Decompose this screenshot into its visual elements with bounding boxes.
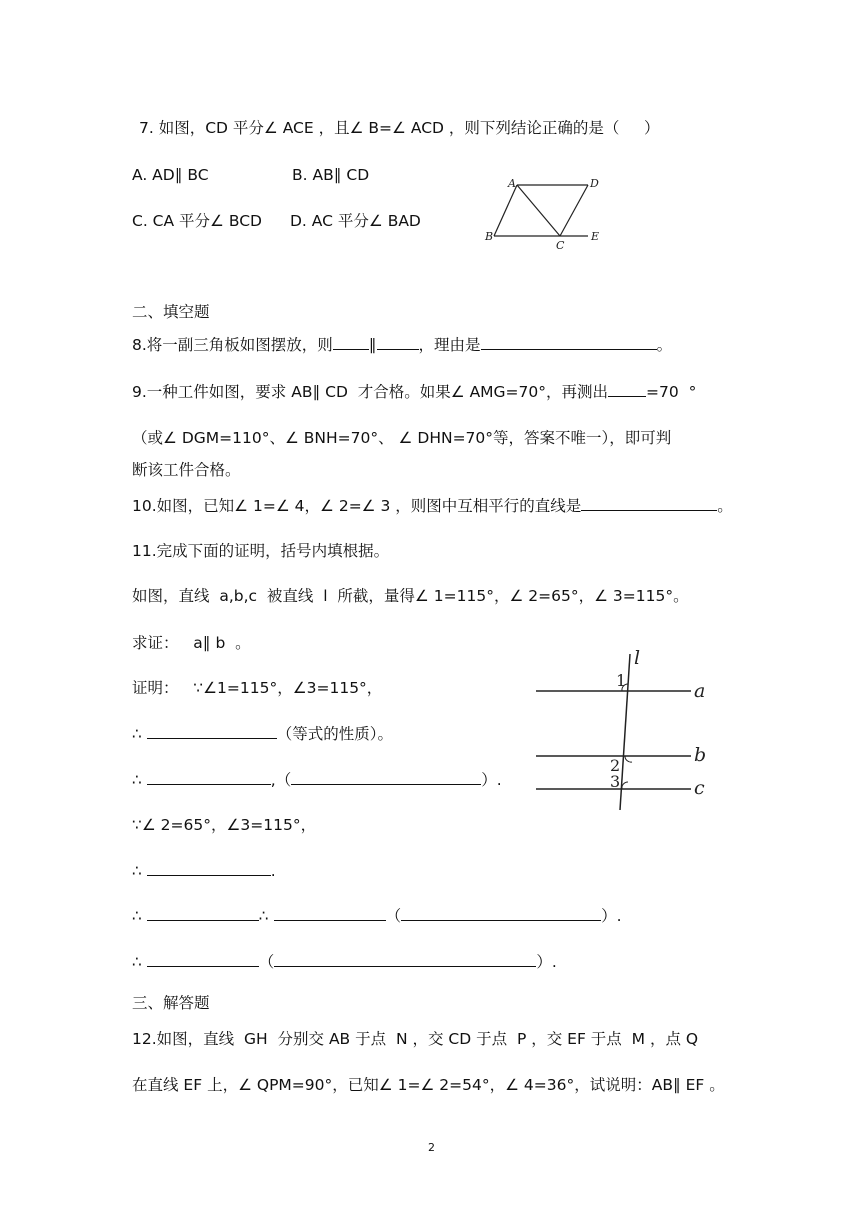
q11-label-2: 2 — [610, 756, 621, 775]
q10-blank[interactable] — [581, 496, 717, 511]
q11-title: 11.完成下面的证明，括号内填根据。 — [132, 542, 390, 560]
q11-step-3: ∵∠ 2=65°，∠3=115°， — [132, 816, 317, 834]
q11-proof-start: 证明： ∵∠1=115°，∠3=115°， — [132, 679, 383, 697]
q8-line — [132, 335, 672, 355]
q8-blank-2[interactable] — [377, 335, 419, 350]
q11-step-4-blank[interactable] — [147, 861, 271, 876]
q7-label-e: E — [591, 230, 600, 243]
q11-label-b: b — [694, 744, 707, 766]
q9-line-2: （或∠ DGM=110°、∠ BNH=70°、 ∠ DHN=70°等，答案不唯一），即可判 — [132, 429, 672, 447]
q7-option-b: B. AB∥ CD — [292, 166, 370, 184]
q11-step-2 — [132, 770, 502, 790]
q11-label-3: 3 — [610, 772, 621, 791]
q11-step-4 — [132, 861, 276, 881]
q10-text-1: 10.如图，已知∠ 1=∠ 4，∠ 2=∠ 3 ，则图中互相平行的直线是 — [132, 497, 582, 515]
section-heading-fill-blank: 二、填空题 — [132, 303, 210, 321]
q11-step-6-open: （ — [258, 953, 275, 971]
q11-figure — [536, 644, 716, 814]
q11-label-l: l — [634, 647, 641, 669]
q11-step-2-open: ,（ — [270, 771, 292, 789]
q8-text-1: 8.将一副三角板如图摆放，则 — [132, 336, 333, 354]
q11-label-1: 1 — [616, 671, 627, 690]
q7-label-a: A — [508, 177, 516, 190]
q9-line-1 — [132, 382, 696, 402]
q7-label-b: B — [485, 230, 494, 243]
q9-line-3: 断该工件合格。 — [132, 461, 241, 479]
q7-stem: 7. 如图，CD 平分∠ ACE ，且∠ B=∠ ACD ，则下列结论正确的是（ ） — [139, 119, 660, 137]
q11-step-5-therefore-2: ∴ — [258, 907, 274, 925]
q7-label-d: D — [590, 177, 599, 190]
q9-text-2: =70 ° — [646, 383, 697, 401]
q9-blank[interactable] — [608, 382, 646, 397]
q11-prove: 求证： a∥ b 。 — [132, 634, 251, 652]
q11-step-5-blank[interactable] — [147, 906, 259, 921]
q12-line-1: 12.如图，直线 GH 分别交 AB 于点 N ，交 CD 于点 P ，交 EF 于点 M ，点 Q — [132, 1030, 699, 1048]
q11-step-5-close: ）. — [601, 907, 622, 925]
q7-option-a: A. AD∥ BC — [132, 166, 209, 184]
q8-blank-3[interactable] — [481, 335, 657, 350]
q8-parallel: ∥ — [368, 336, 377, 354]
q11-step-1 — [132, 724, 393, 744]
q12-line-2: 在直线 EF 上，∠ QPM=90°，已知∠ 1=∠ 2=54°，∠ 4=36°，试说明：AB∥ EF 。 — [132, 1076, 725, 1094]
q11-step-2-close: ）. — [481, 771, 502, 789]
q11-step-4-therefore: ∴ — [132, 862, 147, 880]
q8-blank-1[interactable] — [333, 335, 369, 350]
q11-given: 如图，直线 a,b,c 被直线 l 所截，量得∠ 1=115°，∠ 2=65°，∠ 3=115°。 — [132, 587, 689, 605]
q11-step-5-reason-blank[interactable] — [401, 906, 601, 921]
q10-text-2: 。 — [717, 497, 733, 515]
q11-step-5-blank-2[interactable] — [274, 906, 386, 921]
q11-step-1-therefore: ∴ — [132, 725, 147, 743]
q11-step-6 — [132, 952, 557, 972]
q11-step-2-therefore: ∴ — [132, 771, 147, 789]
q11-step-2-reason-blank[interactable] — [291, 770, 481, 785]
q11-step-6-close: ）. — [536, 953, 557, 971]
q7-option-c: C. CA 平分∠ BCD — [132, 212, 262, 230]
q11-step-4-close: . — [270, 862, 276, 880]
q11-step-5 — [132, 906, 622, 926]
q7-figure — [478, 175, 608, 255]
q8-text-3: 。 — [656, 336, 673, 354]
q8-text-2: ，理由是 — [418, 336, 481, 354]
q11-label-c: c — [694, 777, 705, 799]
q11-step-6-reason-blank[interactable] — [274, 952, 536, 967]
q11-step-5-open: （ — [385, 907, 402, 925]
q7-option-d: D. AC 平分∠ BAD — [290, 212, 421, 230]
q11-step-6-blank[interactable] — [147, 952, 259, 967]
q11-step-1-blank[interactable] — [147, 724, 277, 739]
q11-step-2-blank[interactable] — [147, 770, 271, 785]
q11-step-5-therefore: ∴ — [132, 907, 147, 925]
q10-line — [132, 496, 733, 516]
page-number: 2 — [428, 1141, 435, 1154]
q11-step-1-reason: （等式的性质）。 — [276, 725, 394, 743]
q11-step-6-therefore: ∴ — [132, 953, 147, 971]
q7-label-c: C — [556, 239, 565, 252]
q9-text-1: 9.一种工件如图，要求 AB∥ CD 才合格。如果∠ AMG=70°，再测出 — [132, 383, 609, 401]
section-heading-answer: 三、解答题 — [132, 994, 210, 1012]
q11-label-a: a — [694, 680, 706, 702]
